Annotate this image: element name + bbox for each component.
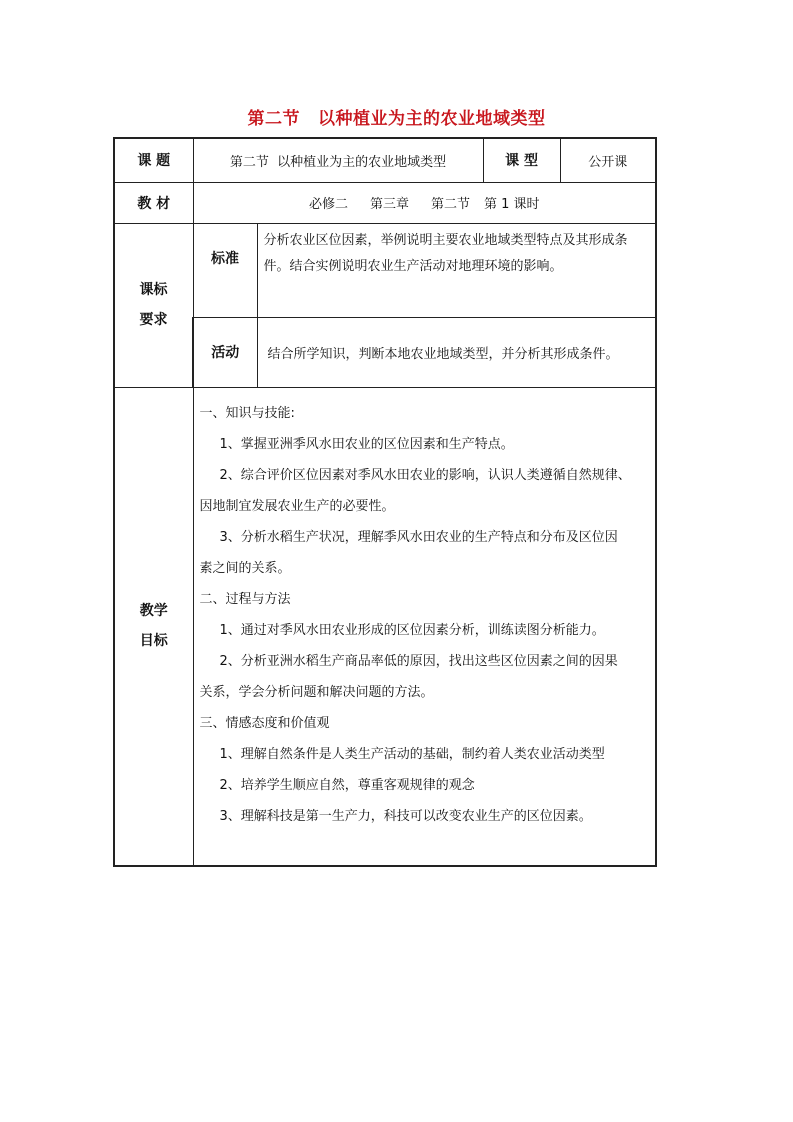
goal-heading-process: 二、过程与方法 [199, 591, 291, 607]
goal-item: 1、理解自然条件是人类生产活动的基础，制约着人类农业活动类型 [219, 746, 605, 762]
topic-value [193, 138, 483, 182]
goal-item-continued: 关系，学会分析问题和解决问题的方法。 [199, 684, 434, 700]
standard-text: 分析农业区位因素，举例说明主要农业地域类型特点及其形成条件。结合实例说明农业生产活动对地理环境的影响。 [257, 223, 656, 317]
title-section: 第二节 [247, 109, 300, 129]
activity-label: 活动 [193, 317, 257, 387]
goal-item: 3、分析水稻生产状况，理解季风水田农业的生产特点和分布及区位因 [219, 529, 618, 545]
activity-row [114, 317, 656, 387]
textbook-book: 必修二 [308, 197, 348, 212]
topic-name: 以种植业为主的农业地域类型 [277, 154, 447, 170]
type-label: 课 型 [483, 138, 560, 182]
goal-item: 3、理解科技是第一生产力，科技可以改变农业生产的区位因素。 [219, 808, 592, 824]
textbook-row [114, 182, 656, 223]
activity-text: 结合所学知识，判断本地农业地域类型，并分析其形成条件。 [257, 317, 656, 387]
goals-content [193, 387, 656, 866]
goal-item-continued: 因地制宜发展农业生产的必要性。 [199, 498, 395, 514]
goals-label-line-2: 目标 [139, 633, 168, 650]
goal-item: 1、通过对季风水田农业形成的区位因素分析，训练读图分析能力。 [219, 622, 605, 638]
goal-item: 2、分析亚洲水稻生产商品率低的原因，找出这些区位因素之间的因果 [219, 653, 618, 669]
goal-item-continued: 素之间的关系。 [199, 560, 291, 576]
standard-label: 标准 [193, 223, 257, 317]
textbook-chapter: 第三章 [369, 197, 409, 212]
goal-item: 1、掌握亚洲季风水田农业的区位因素和生产特点。 [219, 436, 514, 452]
goals-label-line-1: 教学 [139, 603, 168, 620]
goal-heading-knowledge: 一、知识与技能: [199, 405, 295, 421]
goals-label [114, 387, 193, 866]
topic-row [114, 138, 656, 182]
goal-item: 2、综合评价区位因素对季风水田农业的影响，认识人类遵循自然规律、 [219, 467, 631, 483]
lesson-plan-table [113, 137, 657, 867]
topic-section: 第二节 [229, 154, 269, 170]
title-topic: 以种植业为主的农业地域类型 [318, 109, 546, 129]
textbook-section: 第二节 [430, 197, 470, 212]
standards-label-line-2: 要求 [139, 312, 168, 328]
standards-label [114, 223, 193, 387]
standard-row [114, 223, 656, 317]
textbook-value [193, 182, 656, 223]
topic-label: 课 题 [114, 138, 193, 182]
textbook-label: 教 材 [114, 182, 193, 223]
goals-row [114, 387, 656, 866]
page-title [0, 104, 793, 129]
goal-item: 2、培养学生顺应自然，尊重客观规律的观念 [219, 777, 475, 793]
type-value: 公开课 [560, 138, 656, 182]
standards-label-line-1: 课标 [139, 282, 168, 298]
textbook-lesson: 第 1 课时 [484, 197, 540, 212]
goal-heading-values: 三、情感态度和价值观 [199, 715, 330, 731]
